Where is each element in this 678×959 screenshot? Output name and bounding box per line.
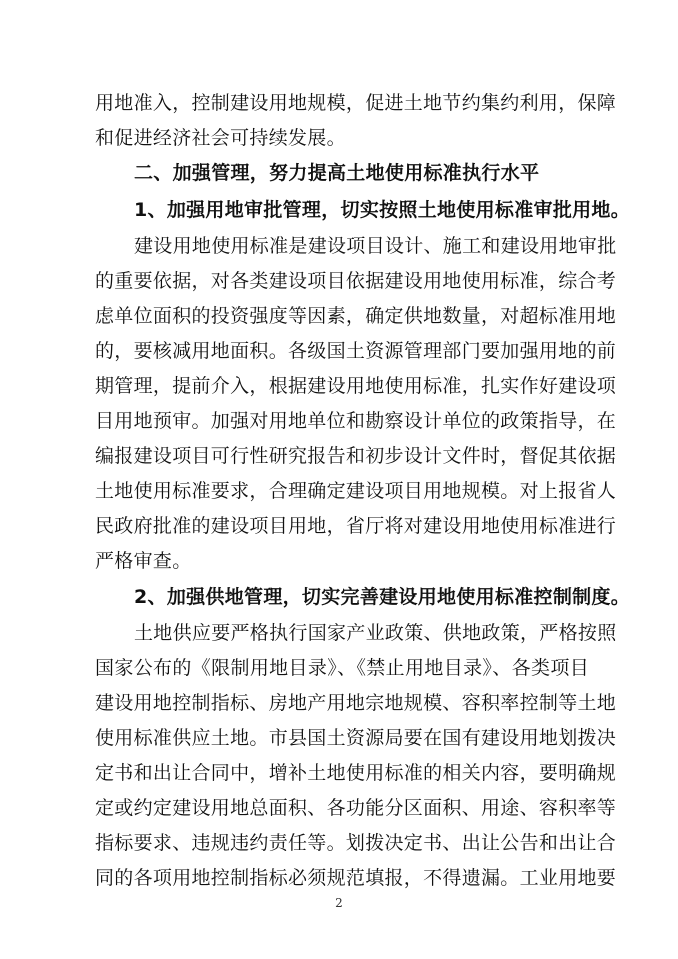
body-text-line: 定或约定建设用地总面积、各功能分区面积、用途、容积率等 — [95, 797, 617, 819]
body-text-line: 编报建设项目可行性研究报告和初步设计文件时，督促其依据 — [95, 445, 617, 467]
body-text-line: 用地准入，控制建设用地规模，促进土地节约集约利用，保障 — [95, 92, 617, 114]
body-text-line: 国家公布的《限制用地目录》、《禁止用地目录》、各类项目 — [95, 657, 589, 679]
body-text-line: 民政府批准的建设项目用地，省厅将对建设用地使用标准进行 — [95, 515, 617, 537]
body-text-line: 建设用地使用标准是建设项目设计、施工和建设用地审批 — [134, 235, 617, 257]
body-text-line: 使用标准供应土地。市县国土资源局要在国有建设用地划拨决 — [95, 727, 617, 749]
body-text-line: 和促进经济社会可持续发展。 — [95, 127, 346, 149]
body-text-line: 同的各项用地控制指标必须规范填报，不得遗漏。工业用地要 — [95, 867, 617, 889]
sub-heading: 1、加强用地审批管理，切实按照土地使用标准审批用地。 — [134, 199, 631, 221]
body-text-line: 的，要核减用地面积。各级国土资源管理部门要加强用地的前 — [95, 340, 617, 362]
body-text-line: 土地供应要严格执行国家产业政策、供地政策，严格按照 — [134, 622, 617, 644]
body-text-line: 期管理，提前介入，根据建设用地使用标准，扎实作好建设项 — [95, 375, 617, 397]
body-text-line: 定书和出让合同中，增补土地使用标准的相关内容，要明确规 — [95, 762, 617, 784]
body-text-line: 建设用地控制指标、房地产用地宗地规模、容积率控制等土地 — [95, 692, 617, 714]
body-text-line: 虑单位面积的投资强度等因素，确定供地数量，对超标准用地 — [95, 305, 617, 327]
page-number: 2 — [335, 896, 343, 910]
sub-heading: 2、加强供地管理，切实完善建设用地使用标准控制制度。 — [134, 586, 631, 608]
body-text-line: 严格审查。 — [95, 550, 192, 572]
body-text-line: 的重要依据，对各类建设项目依据建设用地使用标准，综合考 — [95, 270, 617, 292]
body-text-line: 土地使用标准要求，合理确定建设项目用地规模。对上报省人 — [95, 480, 617, 502]
section-heading: 二、加强管理，努力提高土地使用标准执行水平 — [134, 162, 540, 184]
body-text-line: 目用地预审。加强对用地单位和勘察设计单位的政策指导，在 — [95, 410, 617, 432]
body-text-line: 指标要求、违规违约责任等。划拨决定书、出让公告和出让合 — [95, 832, 617, 854]
